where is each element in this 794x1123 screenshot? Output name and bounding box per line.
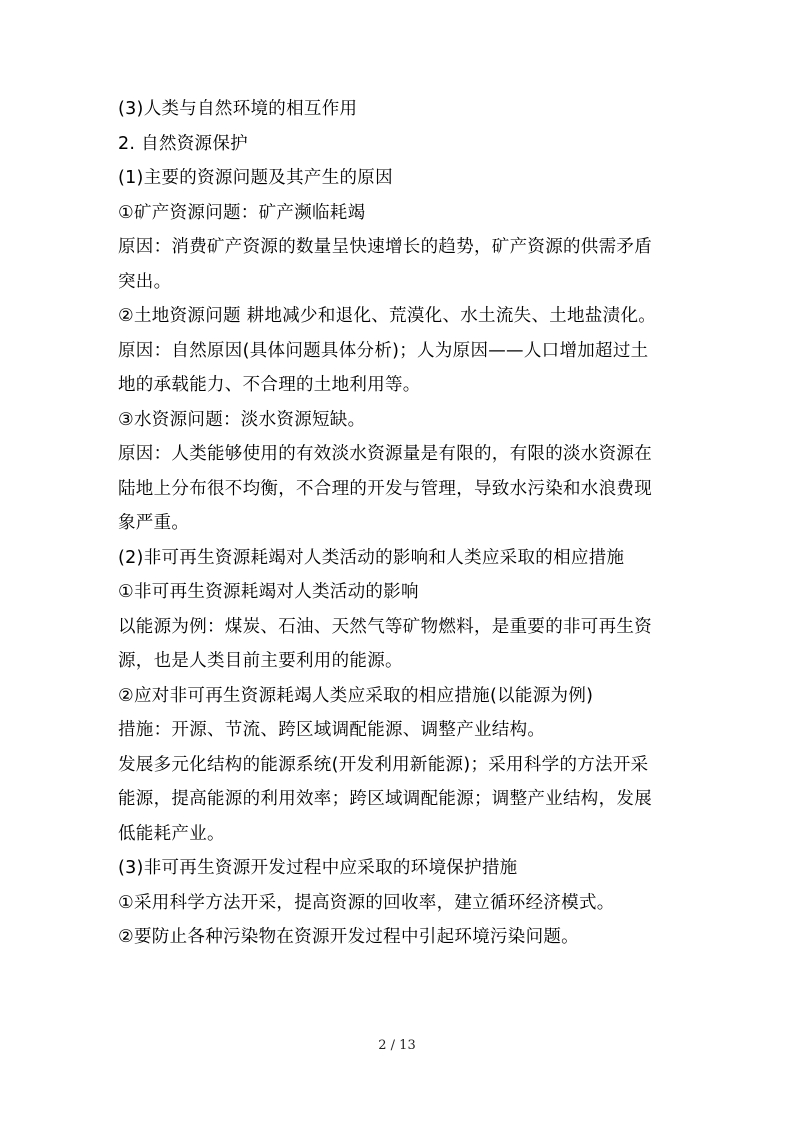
text-line: 原因：人类能够使用的有效淡水资源量是有限的，有限的淡水资源在 (118, 444, 652, 464)
text-line: 原因：自然原因(具体问题具体分析)；人为原因——人口增加超过土 (118, 340, 649, 361)
text-line: 措施：开源、节流、跨区域调配能源、调整产业结构。 (118, 720, 546, 740)
protection-measure-item: ②要防止各种污染物在资源开发过程中引起环境污染问题。 (118, 927, 579, 947)
section-heading-2: 2. 自然资源保护 (118, 133, 248, 154)
text-line: 低能耗产业。 (118, 823, 225, 844)
text-line: 突出。 (118, 271, 172, 292)
land-resource-problem: ②土地资源问题 耕地减少和退化、荒漠化、水土流失、土地盐渍化。 (118, 306, 657, 326)
document-body (118, 92, 688, 955)
text-line: 能源，提高能源的利用效率；跨区域调配能源；调整产业结构，发展 (118, 789, 652, 809)
nonrenewable-impact-item: ①非可再生资源耗竭对人类活动的影响 (118, 582, 419, 602)
subheading-nonrenewable-impact: (2)非可再生资源耗竭对人类活动的影响和人类应采取的相应措施 (118, 547, 625, 568)
text-line: 原因：消费矿产资源的数量呈快速增长的趋势，矿产资源的供需矛盾 (118, 237, 652, 257)
text-line: 发展多元化结构的能源系统(开发利用新能源)；采用科学的方法开采 (118, 754, 649, 775)
section-heading-3: (3)人类与自然环境的相互作用 (118, 99, 358, 119)
subheading-resource-problems: (1)主要的资源问题及其产生的原因 (118, 168, 393, 188)
text-line: 地的承载能力、不合理的土地利用等。 (118, 375, 421, 395)
text-line: 陆地上分布很不均衡，不合理的开发与管理，导致水污染和水浪费现 (118, 478, 652, 499)
mineral-resource-problem: ①矿产资源问题：矿产濒临耗竭 (118, 202, 366, 223)
nonrenewable-measures-item: ②应对非可再生资源耗竭人类应采取的相应措施(以能源为例) (118, 685, 594, 706)
protection-measure-item: ①采用科学方法开采，提高资源的回收率，建立循环经济模式。 (118, 892, 615, 913)
page-number: 2 / 13 (378, 1038, 416, 1053)
text-line: 源，也是人类目前主要利用的能源。 (118, 651, 403, 671)
text-line: 以能源为例：煤炭、石油、天然气等矿物燃料，是重要的非可再生资 (118, 616, 652, 637)
subheading-environmental-protection: (3)非可再生资源开发过程中应采取的环境保护措施 (118, 858, 518, 878)
water-resource-problem: ③水资源问题：淡水资源短缺。 (118, 409, 366, 430)
text-line: 象严重。 (118, 513, 190, 533)
